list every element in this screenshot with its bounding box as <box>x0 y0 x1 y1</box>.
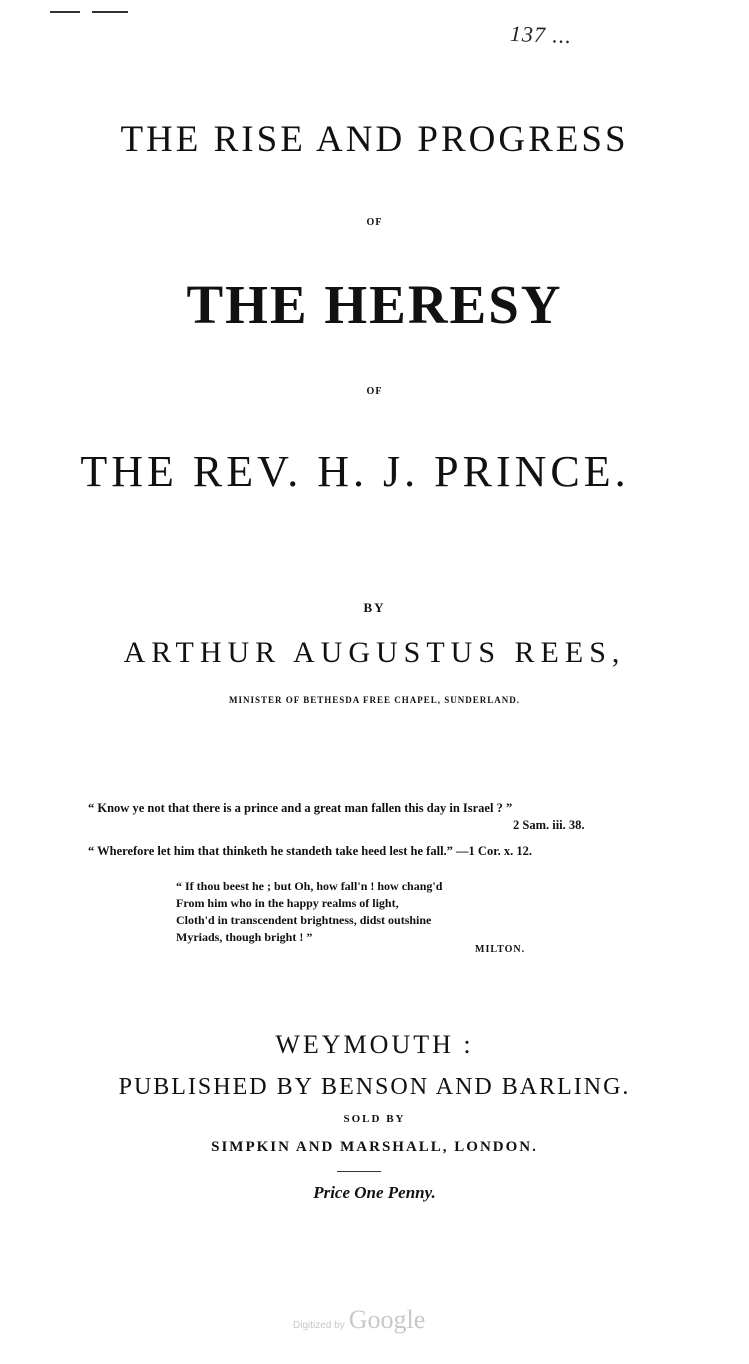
epigraph-quote-1-reference: 2 Sam. iii. 38. <box>513 818 585 832</box>
imprint-publisher: PUBLISHED BY BENSON AND BARLING. <box>118 1074 631 1100</box>
handwritten-shelfmark: 137 ... <box>509 20 573 49</box>
poem-author: MILTON. <box>475 944 526 955</box>
imprint-price: Price One Penny. <box>313 1183 436 1202</box>
title-connector-of-1: OF <box>366 217 383 228</box>
digitized-watermark <box>293 1305 425 1335</box>
watermark-prefix: Digitized by <box>293 1320 345 1331</box>
epigraph-quote-1: “ Know ye not that there is a prince and a great man fallen this day in Israel ? ” <box>88 801 513 815</box>
epigraph-quote-2: “ Wherefore let him that thinketh he standeth take heed lest he fall.” —1 Cor. x. 12. <box>88 844 532 858</box>
imprint-sold-by: SOLD BY <box>343 1113 406 1125</box>
poem-line: Myriads, though bright ! ” <box>176 930 313 944</box>
byline-by: BY <box>363 600 386 615</box>
top-left-rule-mark <box>50 11 80 13</box>
imprint-seller: SIMPKIN AND MARSHALL, LONDON. <box>211 1139 538 1155</box>
poem-line: “ If thou beest he ; but Oh, how fall'n ! how chang'd <box>176 879 443 893</box>
title-line-2: THE HERESY <box>186 274 563 335</box>
poem-line: Cloth'd in transcendent brightness, didst outshine <box>176 913 432 927</box>
title-line-1: THE RISE AND PROGRESS <box>120 119 629 160</box>
author-name: ARTHUR AUGUSTUS REES, <box>123 636 626 669</box>
imprint-place: WEYMOUTH : <box>275 1030 474 1059</box>
google-logo: Google <box>348 1305 426 1334</box>
poem-line: From him who in the happy realms of light, <box>176 896 399 910</box>
title-line-3: THE REV. H. J. PRINCE. <box>80 447 630 496</box>
imprint-divider <box>337 1171 381 1172</box>
top-left-rule-mark <box>92 11 128 13</box>
title-connector-of-2: OF <box>366 386 383 397</box>
author-affiliation: MINISTER OF BETHESDA FREE CHAPEL, SUNDERLAND. <box>229 695 520 705</box>
